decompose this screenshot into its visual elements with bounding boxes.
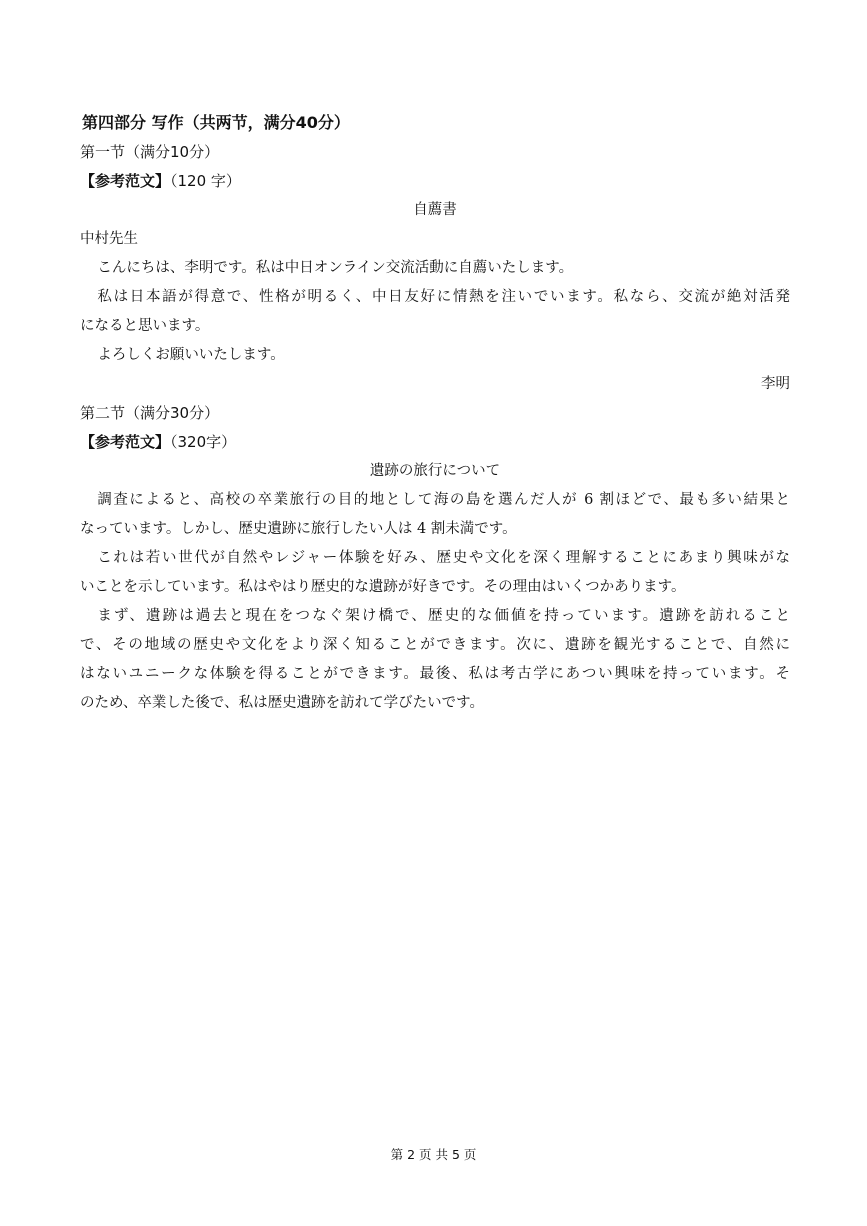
section2-paragraph-line: で、その地域の歴史や文化をより深く知ることができます。次に、遺跡を観光することで、自然に <box>80 637 790 653</box>
page-footer: 第 2 页 共 5 页 <box>390 1147 477 1162</box>
section1-signature: 李明 <box>761 376 790 392</box>
section2-title: 遺跡の旅行について <box>369 463 501 479</box>
section1-reference-label <box>80 167 790 196</box>
section2-paragraph-line: のため、卒業した後で、私は歴史遺跡を訪れて学びたいです。 <box>80 695 484 711</box>
section2-paragraph-line: まず、遺跡は過去と現在をつなぐ架け橋で、歴史的な価値を持っています。遺跡を訪れること <box>97 608 790 624</box>
part-heading: 第四部分 写作（共两节，满分40分） <box>82 113 350 132</box>
section1-salutation: 中村先生 <box>80 231 138 247</box>
section1-paragraph-line: こんにちは、李明です。私は中日オンライン交流活動に自薦いたします。 <box>97 260 574 276</box>
section1-paragraph-line: よろしくお願いいたします。 <box>97 347 285 363</box>
section2-ref-count: （320字） <box>170 433 237 451</box>
document-body <box>80 108 790 718</box>
section2-paragraph-line: はないユニークな体験を得ることができます。最後、私は考古学にあつい興味を持っています。そ <box>80 666 790 682</box>
section1-ref-count: （120 字） <box>170 172 241 190</box>
section1-heading: 第一节（满分10分） <box>80 143 220 161</box>
section1-paragraph-line: 私は日本語が得意で、性格が明るく、中日友好に情熱を注いでいます。私なら、交流が絶対活発 <box>97 289 790 305</box>
section1-title: 自薦書 <box>413 202 457 218</box>
section1-ref-label: 【参考范文】 <box>80 172 171 190</box>
section2-paragraph-line: いことを示しています。私はやはり歴史的な遺跡が好きです。その理由はいくつかあります。 <box>80 579 686 595</box>
section2-ref-label: 【参考范文】 <box>80 433 171 451</box>
section2-heading: 第二节（满分30分） <box>80 404 220 422</box>
section1-paragraph-line: になると思います。 <box>80 318 210 334</box>
section2-reference-label <box>80 428 790 457</box>
section2-paragraph-line: これは若い世代が自然やレジャー体験を好み、歴史や文化を深く理解することにあまり興味がな <box>97 550 790 566</box>
section2-paragraph-line: なっています。しかし、歴史遺跡に旅行したい人は 4 割未満です。 <box>80 521 517 537</box>
section2-paragraph-line: 調査によると、高校の卒業旅行の目的地として海の島を選んだ人が 6 割ほどで、最も多い結果と <box>97 492 790 508</box>
